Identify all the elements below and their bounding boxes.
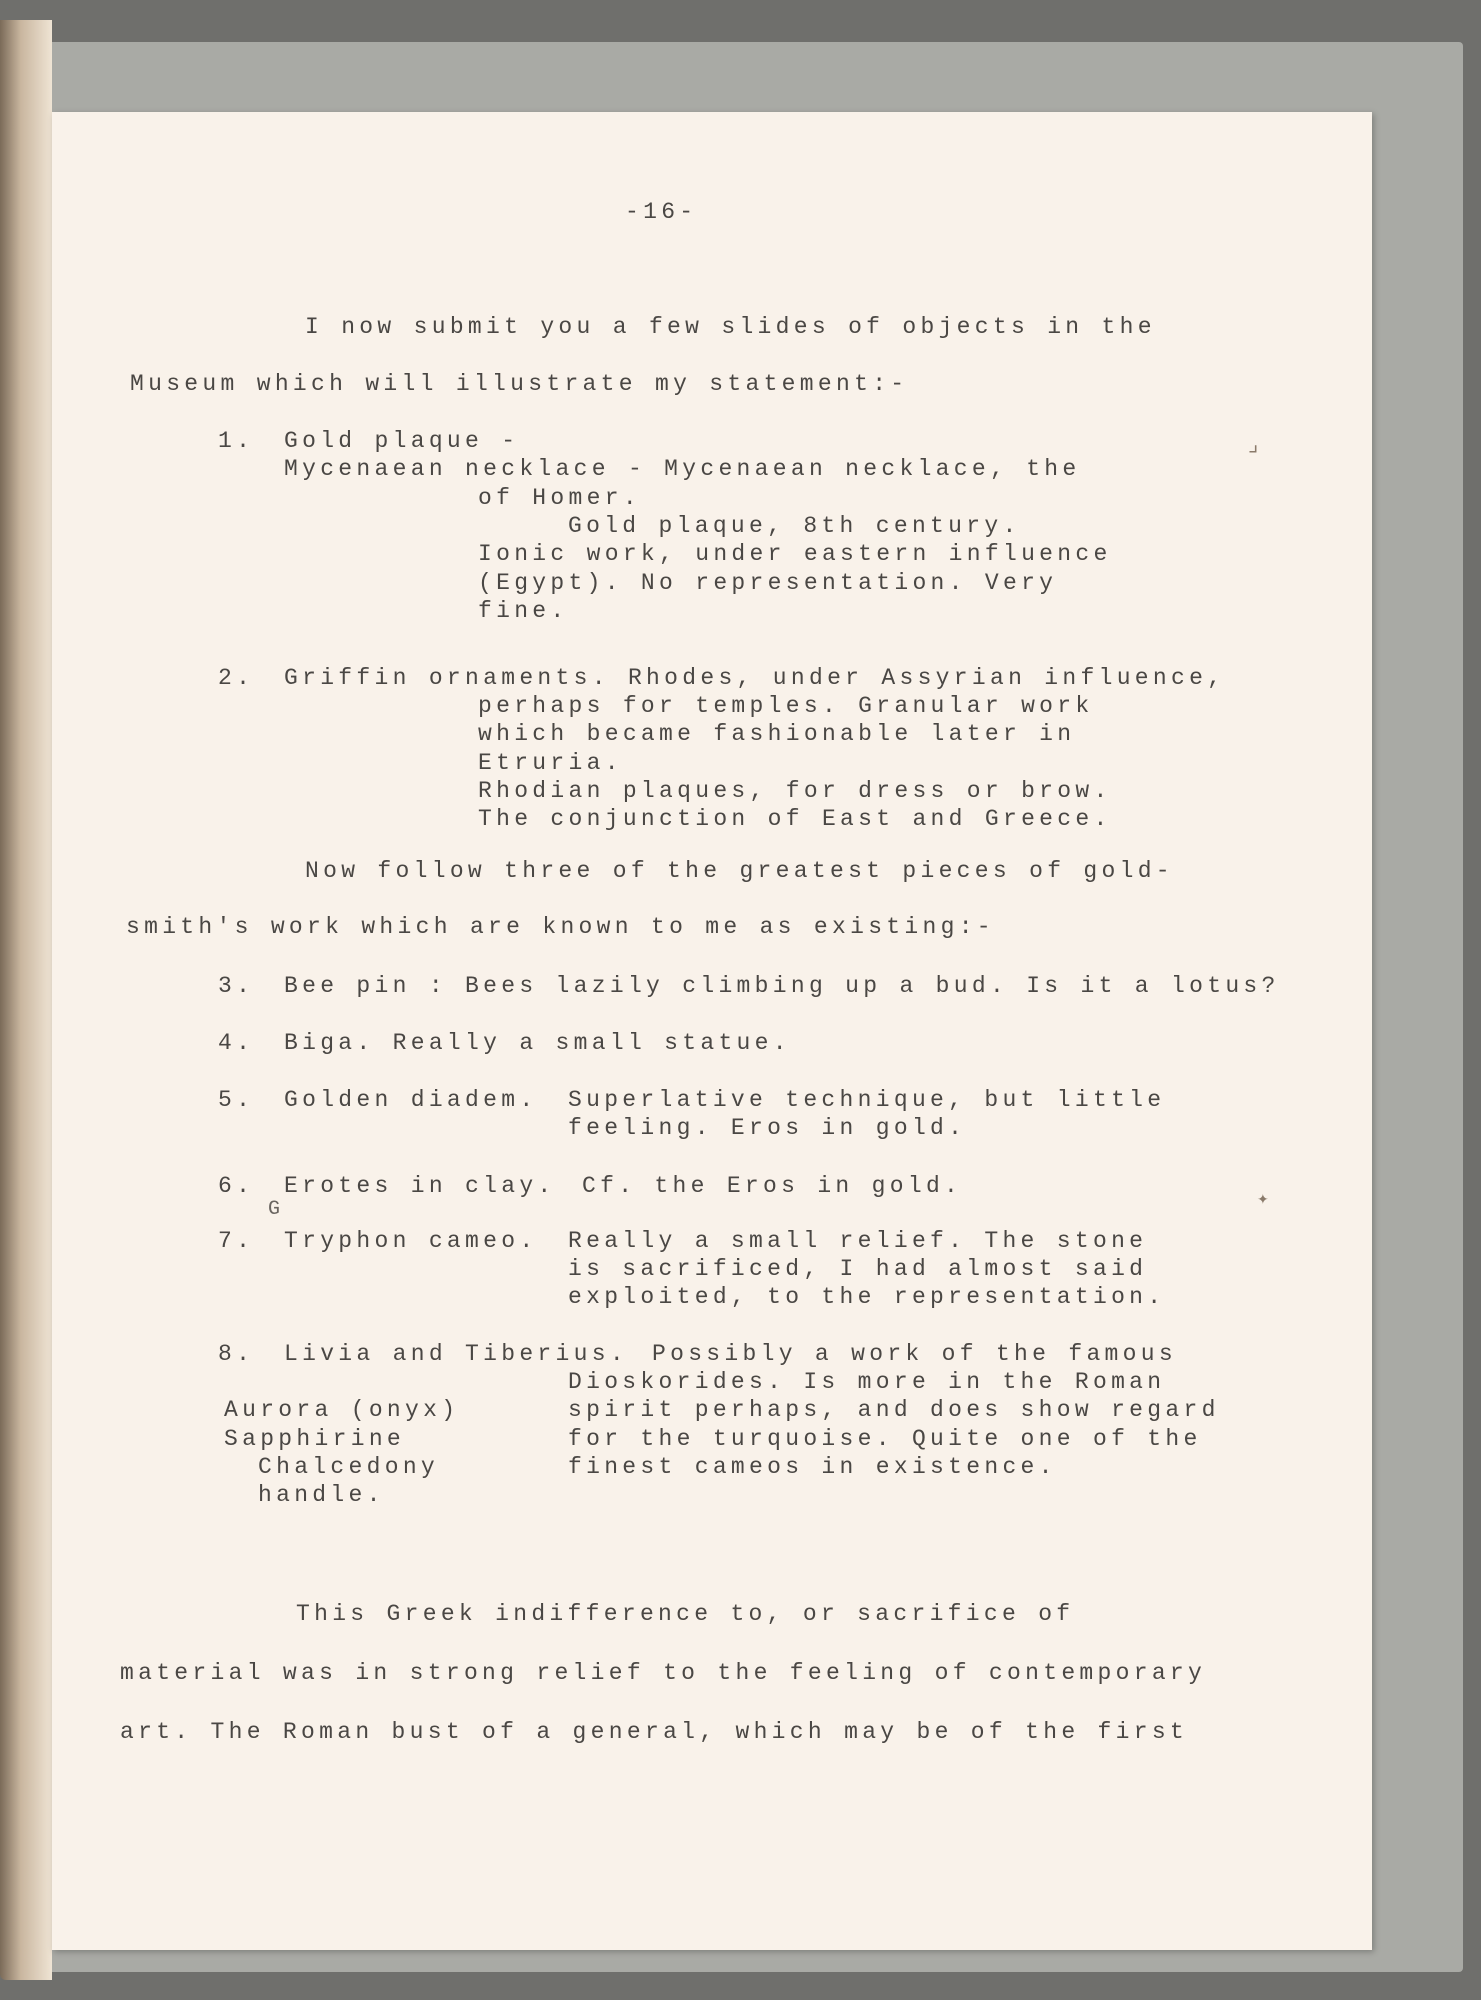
item-line: feeling. Eros in gold.	[568, 1115, 967, 1141]
item-line: finest cameos in existence.	[568, 1454, 1057, 1480]
transition-line: Now follow three of the greatest pieces of gold-	[305, 858, 1174, 884]
closing-line: This Greek indifference to, or sacrifice of	[296, 1601, 1075, 1627]
item-line: exploited, to the representation.	[568, 1284, 1166, 1310]
item-number: 8.	[218, 1341, 255, 1367]
item-line: Cf. the Eros in gold.	[582, 1173, 963, 1199]
intro-line: I now submit you a few slides of objects in the	[305, 314, 1156, 340]
item-line: spirit perhaps, and does show regard	[568, 1397, 1220, 1423]
item-line: Griffin ornaments. Rhodes, under Assyrian influence,	[284, 665, 1226, 691]
item-line: Possibly a work of the famous	[652, 1341, 1177, 1367]
item-line: is sacrificed, I had almost said	[568, 1256, 1148, 1282]
item-line: The conjunction of East and Greece.	[478, 806, 1112, 832]
item-label: Livia and Tiberius.	[284, 1341, 628, 1367]
item-number: 7.	[218, 1228, 255, 1254]
item-number: 6.	[218, 1173, 255, 1199]
handwritten-correction: G	[268, 1198, 285, 1221]
transition-line: smith's work which are known to me as existing:-	[126, 914, 995, 940]
item-line: fine.	[478, 598, 569, 624]
previous-page-edge	[0, 20, 52, 1980]
item-line: for the turquoise. Quite one of the	[568, 1426, 1202, 1452]
item-line: (Egypt). No representation. Very	[478, 570, 1058, 596]
item-line: Biga. Really a small statue.	[284, 1030, 791, 1056]
intro-line: Museum which will illustrate my statement:-	[130, 371, 909, 397]
item-line: Dioskorides. Is more in the Roman	[568, 1369, 1166, 1395]
item-line: Mycenaean necklace - Mycenaean necklace, the	[284, 456, 1081, 482]
side-note: Chalcedony	[258, 1454, 440, 1480]
item-line: perhaps for temples. Granular work	[478, 693, 1094, 719]
item-line: Really a small relief. The stone	[568, 1228, 1148, 1254]
item-line: which became fashionable later in	[478, 721, 1076, 747]
item-line: of Homer.	[478, 485, 641, 511]
item-number: 1.	[218, 428, 255, 454]
closing-line: material was in strong relief to the feeling of contemporary	[120, 1660, 1207, 1686]
side-note: Aurora (onyx)	[224, 1397, 460, 1423]
item-line: Gold plaque, 8th century.	[568, 513, 1021, 539]
document-page	[52, 112, 1372, 1950]
item-label: Tryphon cameo.	[284, 1228, 538, 1254]
item-number: 5.	[218, 1087, 255, 1113]
page-number: -16-	[625, 199, 698, 225]
item-line: Superlative technique, but little	[568, 1087, 1166, 1113]
side-note: handle.	[258, 1482, 385, 1508]
item-number: 3.	[218, 973, 255, 999]
item-number: 4.	[218, 1030, 255, 1056]
item-line: Gold plaque -	[284, 428, 520, 454]
item-line: Rhodian plaques, for dress or brow.	[478, 778, 1112, 804]
item-line: Bee pin : Bees lazily climbing up a bud. Is it a lotus?	[284, 973, 1280, 999]
margin-tick-mark: ⌟	[1248, 432, 1259, 457]
item-line: Ionic work, under eastern influence	[478, 541, 1112, 567]
item-line: Etruria.	[478, 750, 623, 776]
item-label: Erotes in clay.	[284, 1173, 556, 1199]
item-label: Golden diadem.	[284, 1087, 538, 1113]
side-note: Sapphirine	[224, 1426, 406, 1452]
margin-dot-mark: ✦	[1257, 1192, 1269, 1208]
item-number: 2.	[218, 665, 255, 691]
closing-line: art. The Roman bust of a general, which may be of the first	[120, 1719, 1189, 1745]
